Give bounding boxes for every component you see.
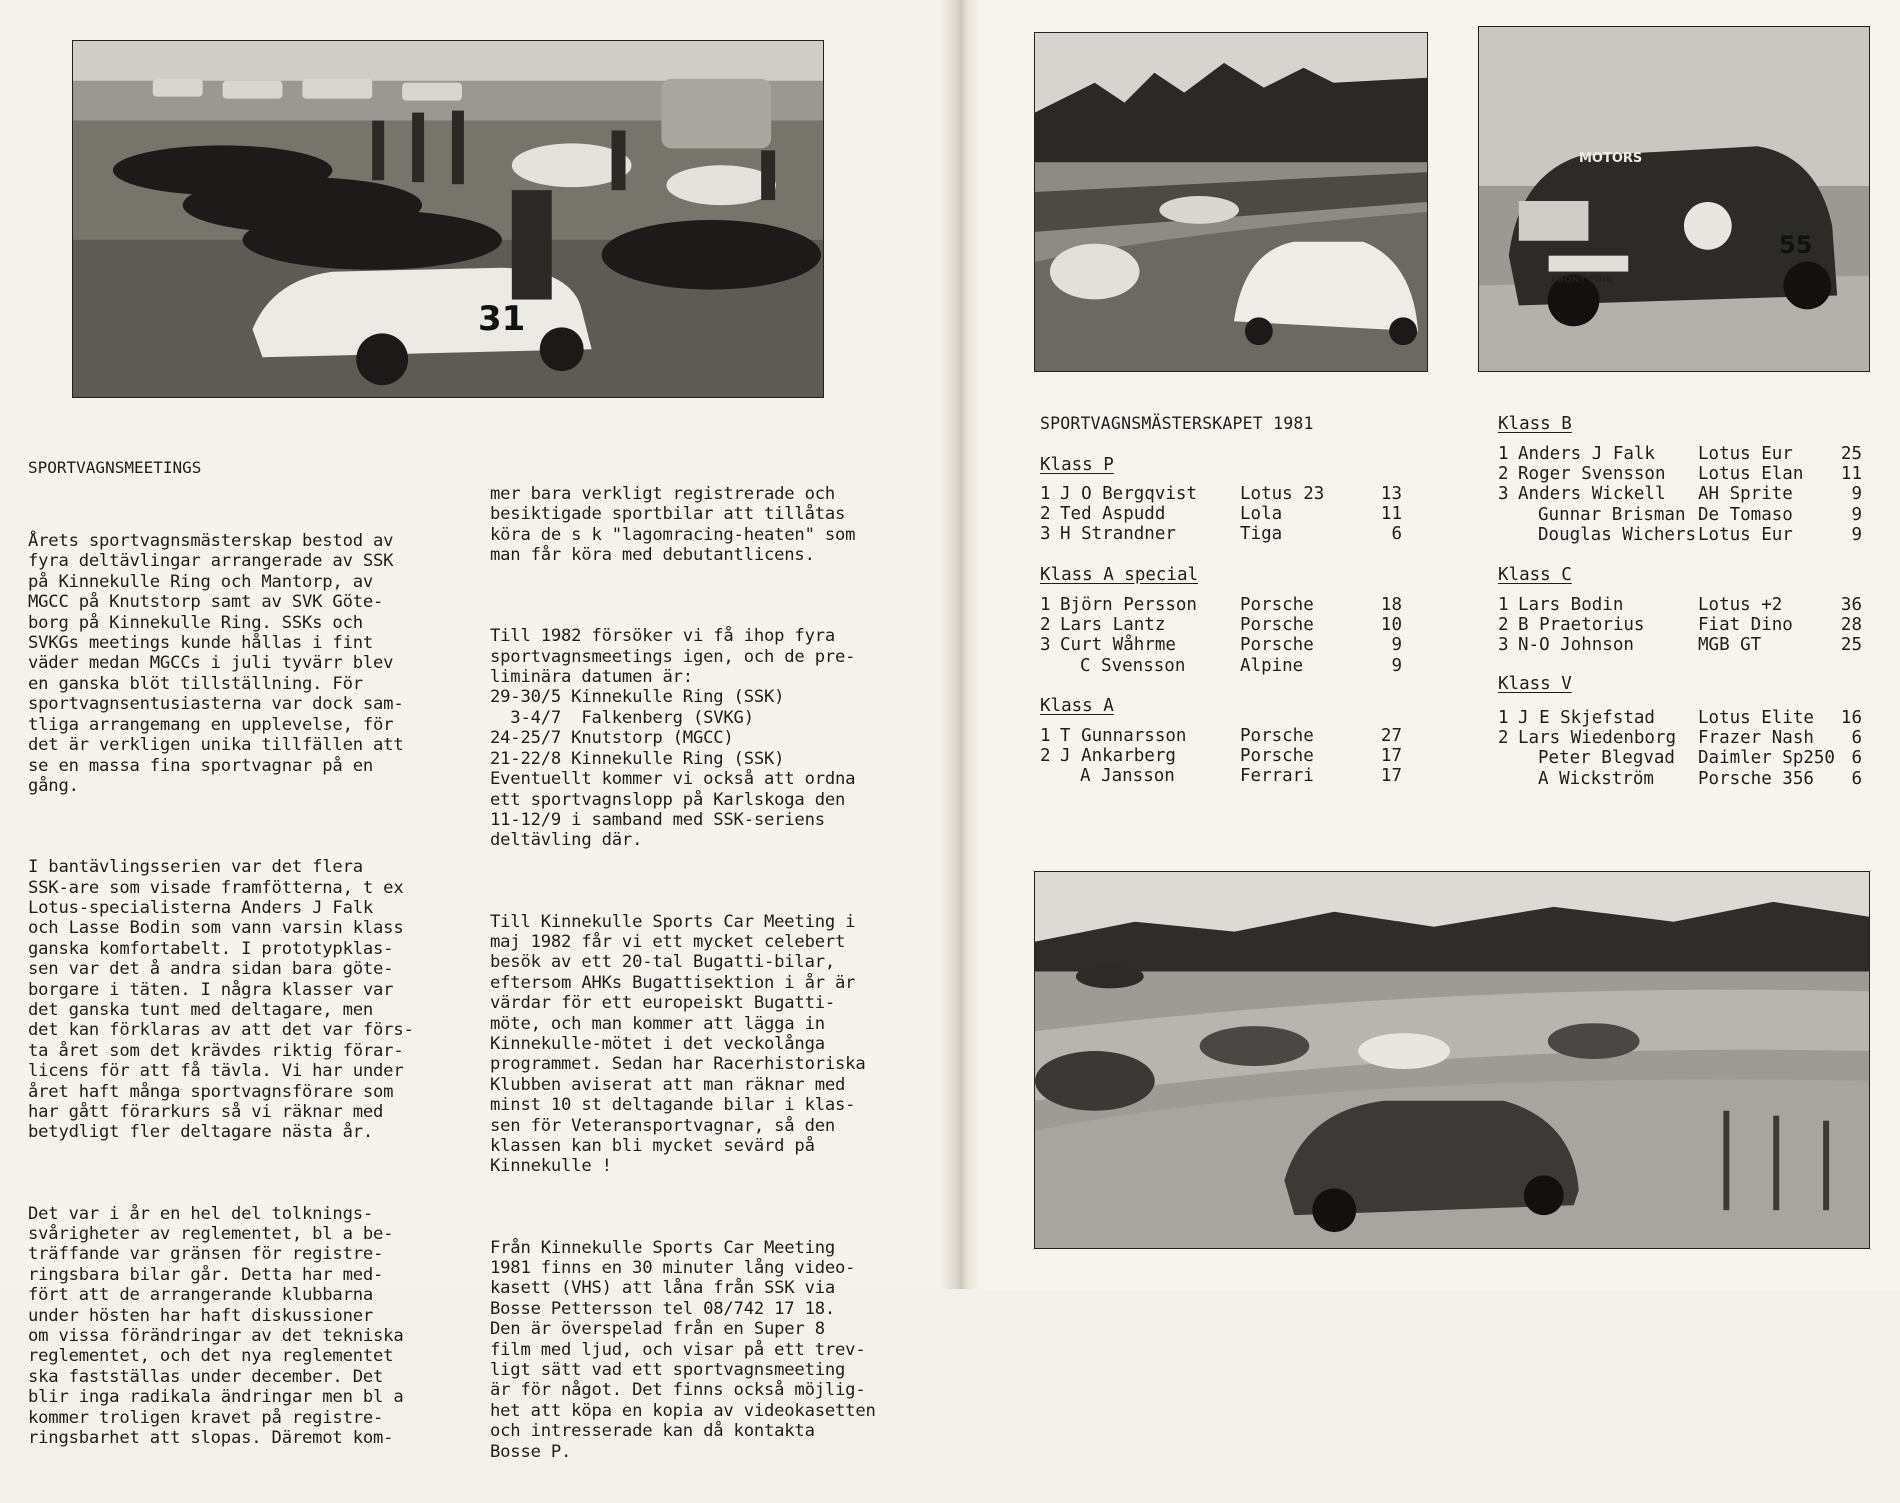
car: Lotus +2 <box>1698 595 1783 615</box>
table-row <box>1498 464 1862 484</box>
results-table-klass-p <box>1040 484 1402 545</box>
driver: B Praetorius <box>1518 615 1645 636</box>
points: 9 <box>1851 504 1862 525</box>
driver: N-O Johnson <box>1518 635 1634 656</box>
car: Lotus Elite <box>1698 708 1814 728</box>
table-row <box>1498 615 1862 635</box>
car: Porsche 356 <box>1698 768 1814 789</box>
points: 6 <box>1391 524 1402 545</box>
position: 2 <box>1040 615 1051 636</box>
results-table-klass-v <box>1498 708 1862 789</box>
driver: A Jansson <box>1080 766 1175 787</box>
points: 13 <box>1380 484 1402 504</box>
car: De Tomaso <box>1698 504 1793 525</box>
points: 25 <box>1840 444 1862 464</box>
driver: Björn Persson <box>1060 595 1197 615</box>
article-heading: SPORTVAGNSMEETINGS <box>28 457 202 477</box>
points: 10 <box>1380 615 1402 636</box>
points: 9 <box>1851 524 1862 545</box>
driver: Lars Bodin <box>1518 595 1624 615</box>
position: 3 <box>1498 484 1509 505</box>
position <box>1040 656 1060 676</box>
car-number-55: 55 <box>1779 231 1813 259</box>
position: 1 <box>1498 708 1509 728</box>
driver: Peter Blegvad <box>1538 748 1675 769</box>
points: 18 <box>1380 595 1402 615</box>
driver: Roger Svensson <box>1518 464 1666 485</box>
car: Porsche <box>1240 746 1314 767</box>
table-row <box>1498 505 1862 525</box>
table-row <box>1498 525 1862 545</box>
position: 2 <box>1498 728 1509 749</box>
driver: Lars Lantz <box>1060 615 1166 636</box>
car: Fiat Dino <box>1698 615 1793 636</box>
article-paragraph: Från Kinnekulle Sports Car Meeting 1981 finns en 30 minuter lång video- kasett (VHS) att låna från SSK via Bosse Pettersson tel 08/742 17 18. Den är överspelad från en Super 8 film med ljud, och visar på ett trev- ligt sätt vad ett sportvagnsmeeting är för något. Det finns också möjlig- het att köpa en kopia av videokasetten och intresserade kan då kontakta Bosse P. <box>490 1237 876 1462</box>
class-heading: Klass P <box>1040 455 1114 475</box>
car: Tiga <box>1240 524 1283 545</box>
car: Alpine <box>1240 655 1304 676</box>
driver: Anders Wickell <box>1518 484 1666 505</box>
registration-plate: EBONY FINK <box>1551 275 1613 285</box>
table-row <box>1498 444 1862 464</box>
car: Frazer Nash <box>1698 728 1814 749</box>
article-column-2 <box>490 443 876 1503</box>
points: 6 <box>1851 728 1862 749</box>
results-title: SPORTVAGNSMÄSTERSKAPET 1981 <box>1040 414 1314 433</box>
car: Lotus 23 <box>1240 484 1325 504</box>
position: 2 <box>1040 504 1051 525</box>
points: 6 <box>1851 768 1862 789</box>
points: 16 <box>1840 708 1862 728</box>
results-table-klass-c <box>1498 595 1862 656</box>
article-column-1 <box>28 417 414 1489</box>
table-row <box>1040 635 1402 655</box>
position: 1 <box>1040 726 1051 746</box>
points: 9 <box>1851 484 1862 505</box>
driver: J O Bergqvist <box>1060 484 1197 504</box>
car: Lola <box>1240 504 1283 525</box>
position: 1 <box>1498 595 1509 615</box>
driver: Lars Wiedenborg <box>1518 728 1677 749</box>
driver: Ted Aspudd <box>1060 504 1166 525</box>
table-row <box>1040 726 1402 746</box>
class-heading: Klass A <box>1040 696 1114 716</box>
class-heading: Klass C <box>1498 565 1572 585</box>
team-banner: MOTORS <box>1579 151 1643 166</box>
position <box>1040 766 1060 786</box>
article-paragraph: mer bara verkligt registrerade och besiktigade sportbilar att tillåtas köra de s k "lagomracing-heaten" som man får köra med debutantlicens. <box>490 483 856 566</box>
table-row <box>1040 766 1402 786</box>
table-row <box>1040 595 1402 615</box>
points: 28 <box>1840 615 1862 636</box>
table-row <box>1498 769 1862 789</box>
car: Daimler Sp250 <box>1698 748 1835 769</box>
driver: Gunnar Brisman <box>1538 504 1686 525</box>
position <box>1498 525 1518 545</box>
table-row <box>1040 746 1402 766</box>
results-table-klass-a <box>1040 726 1402 787</box>
position: 1 <box>1040 595 1051 615</box>
mgb-race-photo <box>1478 26 1870 372</box>
article-paragraph: Årets sportvagnsmästerskap bestod av fyra deltävlingar arrangerade av SSK på Kinnekulle Ring och Mantorp, av MGCC på Knutstorp samt av SVK Göte- borg på Kinnekulle Ring. SSKs och SVKGs meetings kunde hållas i fint väder medan MGCCs i juli tyvärr blev en ganska blöt tillställning. För sportvagnsentusiasterna var dock sam- tliga arrangemang en upplevelse, för det är verkligen unika tillfällen att se en massa fina sportvagnar på en gång. <box>28 531 404 796</box>
points: 9 <box>1391 655 1402 676</box>
car: Lotus Eur <box>1698 524 1793 545</box>
class-heading: Klass A special <box>1040 565 1199 585</box>
position: 1 <box>1040 484 1051 504</box>
driver: Anders J Falk <box>1518 444 1655 464</box>
points: 6 <box>1851 748 1862 769</box>
position: 3 <box>1040 635 1051 656</box>
article-paragraph: Till 1982 försöker vi få ihop fyra sportvagnsmeetings igen, och de pre- liminära datumen är: 29-30/5 Kinnekulle Ring (SSK) 3-4/7 Falkenberg (SVKG) 24-25/7 Knutstorp (MGCC) 21-22/8 Kinnekulle Ring (SSK) Eventuellt kommer vi också att ordna ett sportvagnslopp på Karlskoga den 11-12/9 i samband med SSK-seriens deltävling där. <box>490 626 856 851</box>
car-number-31: 31 <box>478 299 526 339</box>
car: Porsche <box>1240 595 1314 615</box>
paddock-photo <box>72 40 824 398</box>
position: 2 <box>1498 615 1509 636</box>
position: 2 <box>1040 746 1051 767</box>
points: 9 <box>1391 635 1402 656</box>
position: 1 <box>1498 444 1509 464</box>
page-gutter <box>940 0 980 1289</box>
position <box>1498 748 1518 768</box>
driver: C Svensson <box>1080 655 1186 676</box>
table-row <box>1040 615 1402 635</box>
driver: H Strandner <box>1060 524 1176 545</box>
driver: J Ankarberg <box>1060 746 1176 767</box>
points: 11 <box>1380 504 1402 525</box>
points: 11 <box>1840 464 1862 485</box>
driver: A Wickström <box>1538 768 1654 789</box>
position <box>1498 769 1518 789</box>
car: Lotus Eur <box>1698 444 1793 464</box>
car: AH Sprite <box>1698 484 1793 505</box>
table-row <box>1040 656 1402 676</box>
porsche-race-photo <box>1034 32 1428 372</box>
car: Porsche <box>1240 726 1314 746</box>
article-paragraph: I bantävlingsserien var det flera SSK-are som visade framfötterna, t ex Lotus-specialisterna Anders J Falk och Lasse Bodin som vann varsin klass ganska komfortabelt. I prototypklas- sen var det å andra sidan bara göte- borgare i täten. I några klasser var det ganska tunt med deltagare, men det kan förklaras av att det var förs- ta året som det krävdes riktig förar- licens för att få tävla. Vi har under året haft många sportvagnsförare som har gått förarkurs så vi räknar med betydligt fler deltagare nästa år. <box>28 857 414 1143</box>
driver: Curt Wåhrme <box>1060 635 1176 656</box>
class-heading: Klass B <box>1498 414 1572 434</box>
table-row <box>1498 728 1862 748</box>
car: Lotus Elan <box>1698 464 1804 485</box>
table-row <box>1040 524 1402 544</box>
table-row <box>1498 635 1862 655</box>
table-row <box>1498 484 1862 504</box>
table-row <box>1498 748 1862 768</box>
table-row <box>1040 484 1402 504</box>
lotus-race-photo <box>1034 871 1870 1249</box>
car: Porsche <box>1240 635 1314 656</box>
position <box>1498 505 1518 525</box>
results-table-klass-b <box>1498 444 1862 545</box>
position: 2 <box>1498 464 1509 485</box>
car: Porsche <box>1240 615 1314 636</box>
article-paragraph: Det var i år en hel del tolknings- svårigheter av reglementet, bl a be- träffande var gränsen för registre- ringsbara bilar går. Detta har med- fört att de arrangerande klubbarna under hösten har haft diskussioner om vissa förändringar av det tekniska reglementet, och det nya reglementet ska fastställas under december. Det blir inga radikala ändringar men bl a kommer troligen kravet på registre- ringsbarhet att slopas. Däremot kom- <box>28 1203 404 1449</box>
points: 36 <box>1840 595 1862 615</box>
points: 17 <box>1380 766 1402 787</box>
driver: T Gunnarsson <box>1060 726 1187 746</box>
table-row <box>1498 595 1862 615</box>
class-heading: Klass V <box>1498 674 1572 694</box>
article-paragraph: Till Kinnekulle Sports Car Meeting i maj 1982 får vi ett mycket celebert besök av ett 20-tal Bugatti-bilar, eftersom AHKs Bugattisektion i år är värdar för ett europeiskt Bugatti- möte, och man kommer att lägga in Kinnekulle-mötet i det veckolånga programmet. Sedan har Racerhistoriska Klubben aviserat att man räknar med minst 10 st deltagande bilar i klas- sen för Veteransportvagnar, så den klassen kan bli mycket sevärd på Kinnekulle ! <box>490 911 866 1177</box>
points: 27 <box>1380 726 1402 746</box>
position: 3 <box>1498 635 1509 656</box>
table-row <box>1040 504 1402 524</box>
table-row <box>1498 708 1862 728</box>
driver: Douglas Wichers <box>1538 524 1697 545</box>
points: 25 <box>1840 635 1862 656</box>
position: 3 <box>1040 524 1051 545</box>
driver: J E Skjefstad <box>1518 708 1655 728</box>
car: Ferrari <box>1240 766 1314 787</box>
points: 17 <box>1380 746 1402 767</box>
car: MGB GT <box>1698 635 1762 656</box>
results-table-klass-a-special <box>1040 595 1402 676</box>
